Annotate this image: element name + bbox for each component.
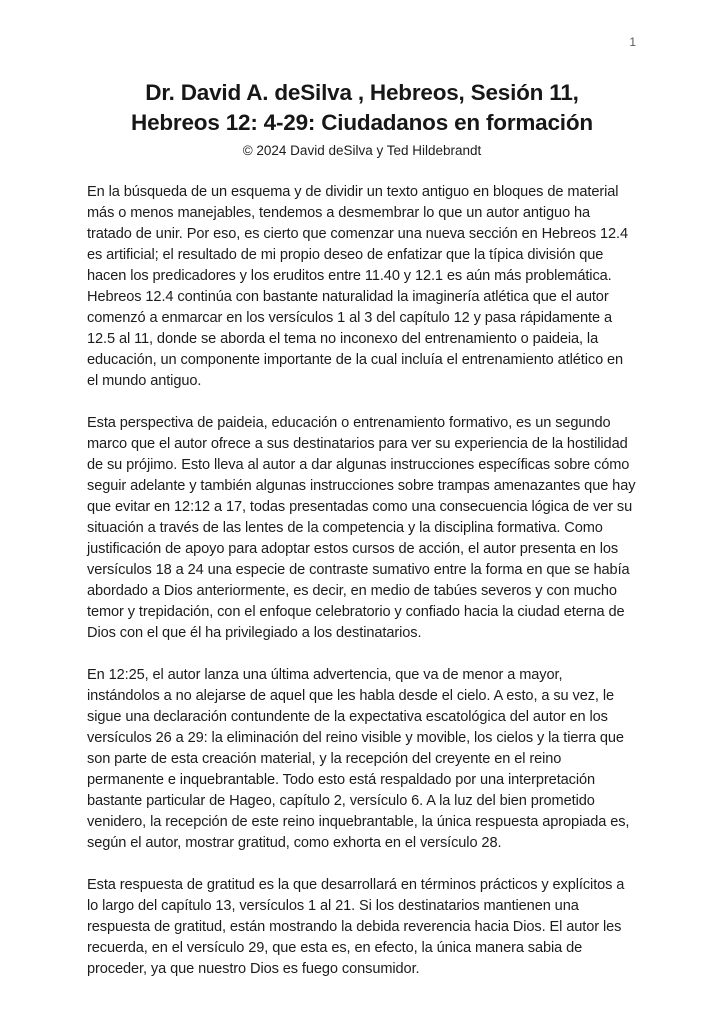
document-body <box>87 182 637 980</box>
page-number: 1 <box>629 35 636 49</box>
paragraph-4: Esta respuesta de gratitud es la que desarrollará en términos prácticos y explícitos a lo largo del capítulo 13, versículos 1 al 21. Si los destinatarios mantienen una respuesta de gratitud, están mostrando la debida reverencia hacia Dios. El autor les recuerda, en el versículo 29, que esta es, en efecto, la única manera sabia de proceder, ya que nuestro Dios es fuego consumidor. <box>87 876 625 977</box>
paragraph-1: En la búsqueda de un esquema y de dividir un texto antiguo en bloques de material más o menos manejables, tendemos a desmembrar lo que un autor antiguo ha tratado de unir. Por eso, es cierto que comenzar una nueva sección en Hebreos 12.4 es artificial; el resultado de mi propio deseo de enfatizar que la típica división que hacen los predicadores y los eruditos entre 11.40 y 12.1 es aún más problemática. Hebreos 12.4 continúa con bastante naturalidad la imaginería atlética que el autor comenzó a enmarcar en los versículos 1 al 3 del capítulo 12 y pasa rápidamente a 12.5 al 11, donde se aborda el tema no inconexo del entrenamiento o paideia, la educación, un componente importante de la cual incluía el entrenamiento atlético en el mundo antiguo. <box>87 183 629 389</box>
document-header <box>0 0 724 158</box>
title-line-2: Hebreos 12: 4-29: Ciudadanos en formación <box>131 110 593 136</box>
title-line-1: Dr. David A. deSilva , Hebreos, Sesión 11, <box>145 80 579 105</box>
document-title <box>0 78 724 139</box>
paragraph-3: En 12:25, el autor lanza una última advertencia, que va de menor a mayor, instándolos a no alejarse de aquel que les habla desde el cielo. A esto, a su vez, le sigue una declaración contundente de la expectativa escatológica del autor en los versículos 26 a 29: la eliminación del reino visible y movible, los cielos y la tierra que son parte de esta creación material, y la recepción del creyente en el reino permanente e inquebrantable. Todo esto está respaldado por una interpretación bastante particular de Hageo, capítulo 2, versículo 6. A la luz del bien prometido venidero, la recepción de este reino inquebrantable, la única respuesta apropiada es, según el autor, mostrar gratitud, como exhorta en el versículo 28. <box>87 666 630 851</box>
copyright-line: © 2024 David deSilva y Ted Hildebrandt <box>242 142 482 158</box>
paragraph-2: Esta perspectiva de paideia, educación o entrenamiento formativo, es un segundo marco que el autor ofrece a sus destinatarios para ver su experiencia de la hostilidad de su prójimo. Esto lleva al autor a dar algunas instrucciones específicas sobre cómo seguir adelante y también algunas instrucciones sobre trampas amenazantes que hay que evitar en 12:12 a 17, todas presentadas como una consecuencia lógica de ver su situación a través de las lentes de la competencia y la disciplina formativa. Como justificación de apoyo para adoptar estos cursos de acción, el autor presenta en los versículos 18 a 24 una especie de contraste sumativo entre la forma en que se había abordado a Dios anteriormente, es decir, en medio de tabúes severos y con mucho temor y trepidación, con el enfoque celebratorio y confiado hacia la ciudad eterna de Dios con el que él ha privilegiado a los destinatarios. <box>87 414 636 641</box>
